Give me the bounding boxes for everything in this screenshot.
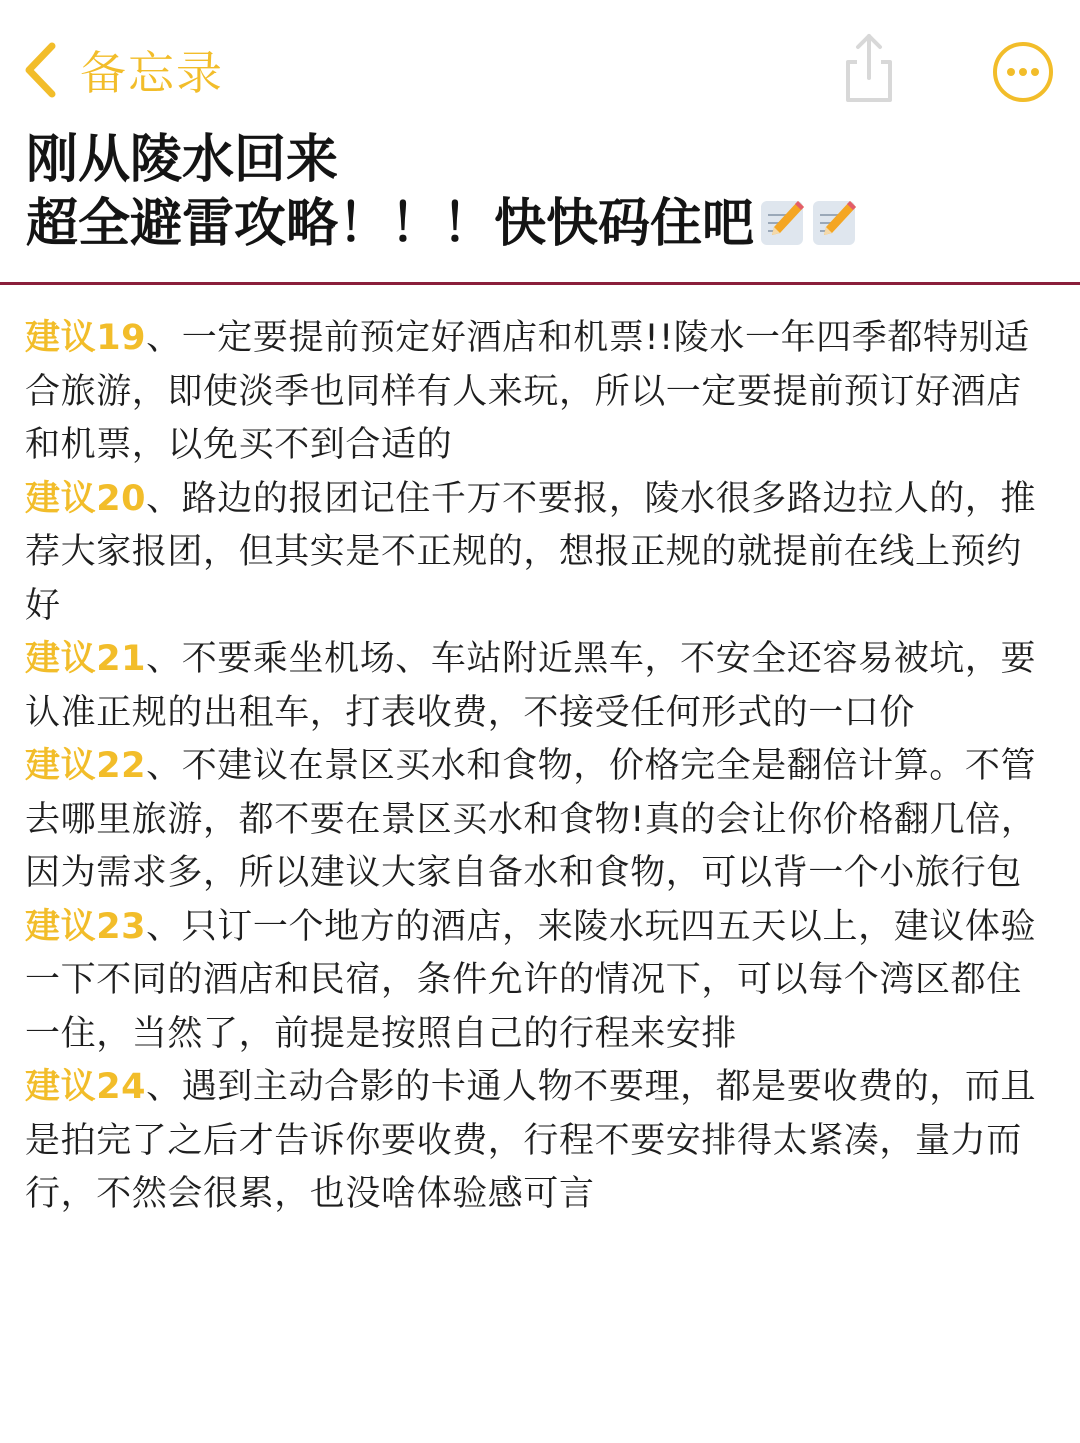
tip-text: 、遇到主动合影的卡通人物不要理，都是要收费的，而且是拍完了之后才告诉你要收费，行程不要安排得太紧凑，量力而行，不然会很累，也没啥体验感可言 [25, 1067, 1037, 1214]
tip-item [25, 1061, 1055, 1222]
title-line-1: 刚从陵水回来 [26, 130, 339, 190]
tip-label: 建议23 [25, 906, 147, 947]
tip-text: 、只订一个地方的酒店，来陵水玩四五天以上，建议体验一下不同的酒店和民宿，条件允许的情况下，可以每个湾区都住一住，当然了，前提是按照自己的行程来安排 [25, 906, 1037, 1054]
note-title [26, 128, 1066, 256]
tip-label: 建议24 [25, 1067, 147, 1107]
tip-item [25, 740, 1055, 901]
tip-label: 建议21 [25, 639, 147, 679]
back-label: 备忘录 [80, 46, 224, 100]
navigation-bar [0, 0, 1080, 130]
title-line-2-row [26, 192, 1066, 256]
back-button[interactable] [22, 38, 224, 102]
tip-item [25, 312, 1055, 473]
more-options-button[interactable] [991, 40, 1055, 104]
tip-label: 建议22 [25, 746, 147, 786]
tip-label: 建议20 [25, 478, 147, 519]
share-icon [838, 89, 900, 108]
tip-text: 、不建议在景区买水和食物，价格完全是翻倍计算。不管去哪里旅游，都不要在景区买水和食物!真的会让你价格翻几倍，因为需求多，所以建议大家自备水和食物，可以背一个小旅行包 [25, 746, 1037, 893]
title-line-2: 超全避雷攻略！！！快快码住吧 [26, 194, 755, 254]
tip-text: 、路边的报团记住千万不要报，陵水很多路边拉人的，推荐大家报团，但其实是不正规的，想报正规的就提前在线上预约好 [25, 478, 1037, 626]
more-icon [991, 89, 1055, 108]
chevron-left-icon [22, 42, 58, 98]
tip-label: 建议19 [25, 318, 147, 358]
title-divider [0, 282, 1080, 285]
tip-item [25, 901, 1055, 1062]
share-button[interactable] [838, 32, 900, 104]
memo-icon [758, 197, 806, 247]
tip-item [25, 633, 1055, 740]
note-body[interactable] [25, 312, 1055, 1222]
tip-text: 、不要乘坐机场、车站附近黑车，不安全还容易被坑，要认准正规的出租车，打表收费，不接受任何形式的一口价 [25, 639, 1037, 733]
tip-item [25, 473, 1055, 634]
memo-icon [810, 197, 858, 247]
tip-text: 、一定要提前预定好酒店和机票!!陵水一年四季都特别适合旅游，即使淡季也同样有人来玩，所以一定要提前预订好酒店和机票，以免买不到合适的 [25, 318, 1030, 465]
